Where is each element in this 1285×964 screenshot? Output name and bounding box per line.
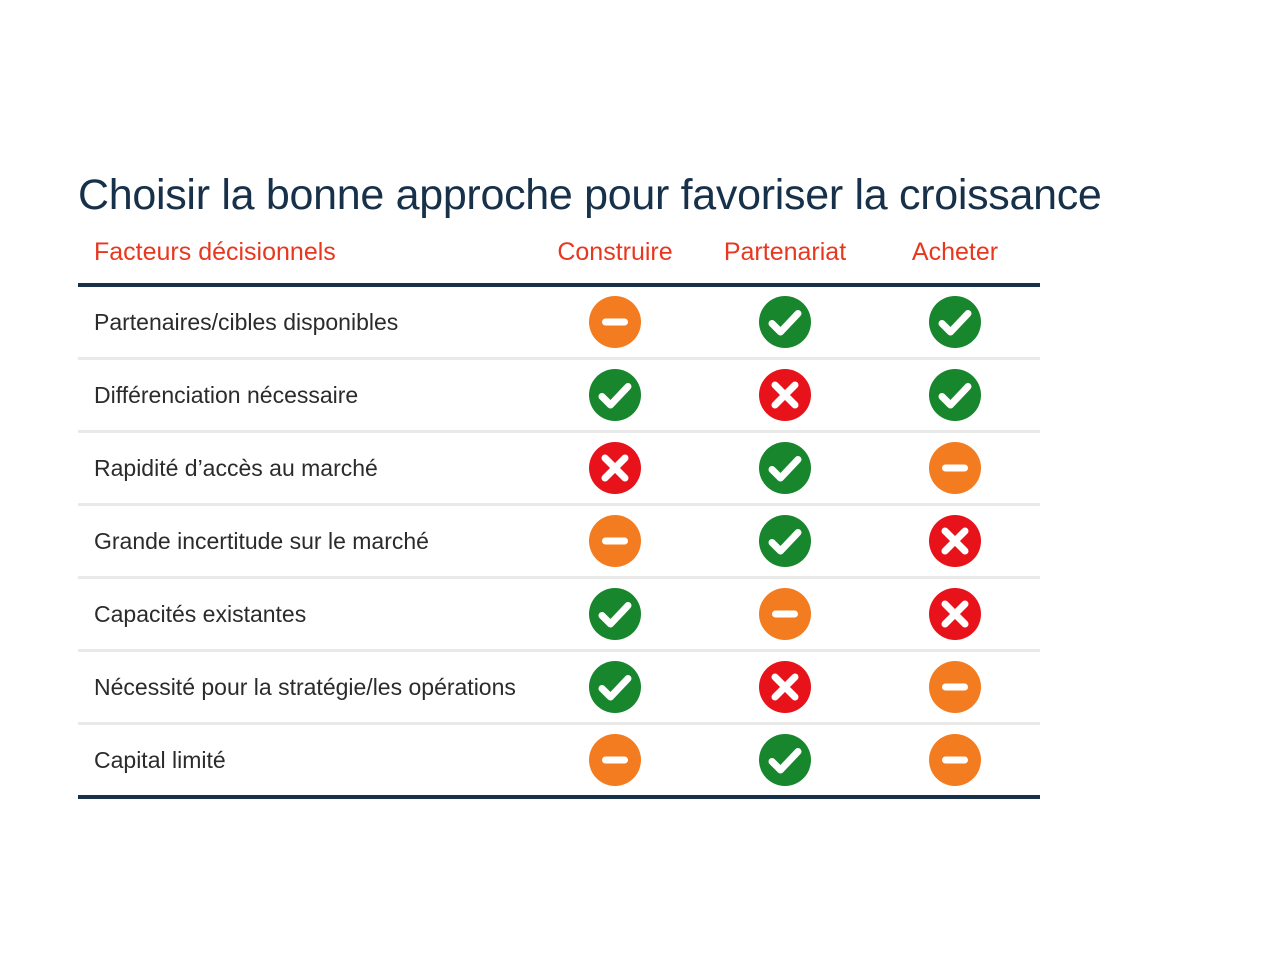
rating-cell [870, 285, 1040, 359]
rating-cell [700, 724, 870, 798]
decision-matrix [78, 238, 1040, 799]
rating-cell [700, 285, 870, 359]
factor-label: Capital limité [78, 724, 530, 798]
cross-circle-icon [929, 588, 981, 640]
page-title: Choisir la bonne approche pour favoriser la croissance [78, 170, 1102, 219]
table-row [78, 285, 1040, 359]
factor-label: Différenciation nécessaire [78, 359, 530, 432]
cross-circle-icon [759, 369, 811, 421]
minus-circle-icon [759, 588, 811, 640]
column-header-build: Construire [530, 238, 700, 285]
minus-circle-icon [929, 734, 981, 786]
cross-circle-icon [589, 442, 641, 494]
check-circle-icon [929, 296, 981, 348]
cross-circle-icon [759, 661, 811, 713]
rating-cell [700, 651, 870, 724]
check-circle-icon [759, 296, 811, 348]
check-circle-icon [589, 369, 641, 421]
table-row [78, 432, 1040, 505]
minus-circle-icon [929, 661, 981, 713]
column-header-factors: Facteurs décisionnels [78, 238, 530, 285]
table-row [78, 724, 1040, 798]
rating-cell [700, 505, 870, 578]
column-header-buy: Acheter [870, 238, 1040, 285]
rating-cell [870, 578, 1040, 651]
table-body [78, 285, 1040, 797]
rating-cell [530, 359, 700, 432]
column-header-partner: Partenariat [700, 238, 870, 285]
table-header [78, 238, 1040, 285]
rating-cell [700, 359, 870, 432]
rating-cell [700, 432, 870, 505]
factor-label: Partenaires/cibles disponibles [78, 285, 530, 359]
rating-cell [530, 724, 700, 798]
rating-cell [700, 578, 870, 651]
factor-label: Capacités existantes [78, 578, 530, 651]
minus-circle-icon [929, 442, 981, 494]
decision-matrix-table [78, 238, 1040, 799]
rating-cell [530, 432, 700, 505]
factor-label: Grande incertitude sur le marché [78, 505, 530, 578]
check-circle-icon [589, 661, 641, 713]
check-circle-icon [759, 442, 811, 494]
minus-circle-icon [589, 515, 641, 567]
table-row [78, 651, 1040, 724]
rating-cell [870, 651, 1040, 724]
minus-circle-icon [589, 296, 641, 348]
rating-cell [530, 505, 700, 578]
rating-cell [870, 505, 1040, 578]
table-header-row [78, 238, 1040, 285]
rating-cell [870, 432, 1040, 505]
check-circle-icon [759, 734, 811, 786]
factor-label: Rapidité d’accès au marché [78, 432, 530, 505]
rating-cell [530, 578, 700, 651]
minus-circle-icon [589, 734, 641, 786]
table-row [78, 505, 1040, 578]
check-circle-icon [589, 588, 641, 640]
table-row [78, 359, 1040, 432]
table-row [78, 578, 1040, 651]
rating-cell [870, 724, 1040, 798]
check-circle-icon [929, 369, 981, 421]
check-circle-icon [759, 515, 811, 567]
rating-cell [870, 359, 1040, 432]
cross-circle-icon [929, 515, 981, 567]
rating-cell [530, 651, 700, 724]
rating-cell [530, 285, 700, 359]
factor-label: Nécessité pour la stratégie/les opérations [78, 651, 530, 724]
